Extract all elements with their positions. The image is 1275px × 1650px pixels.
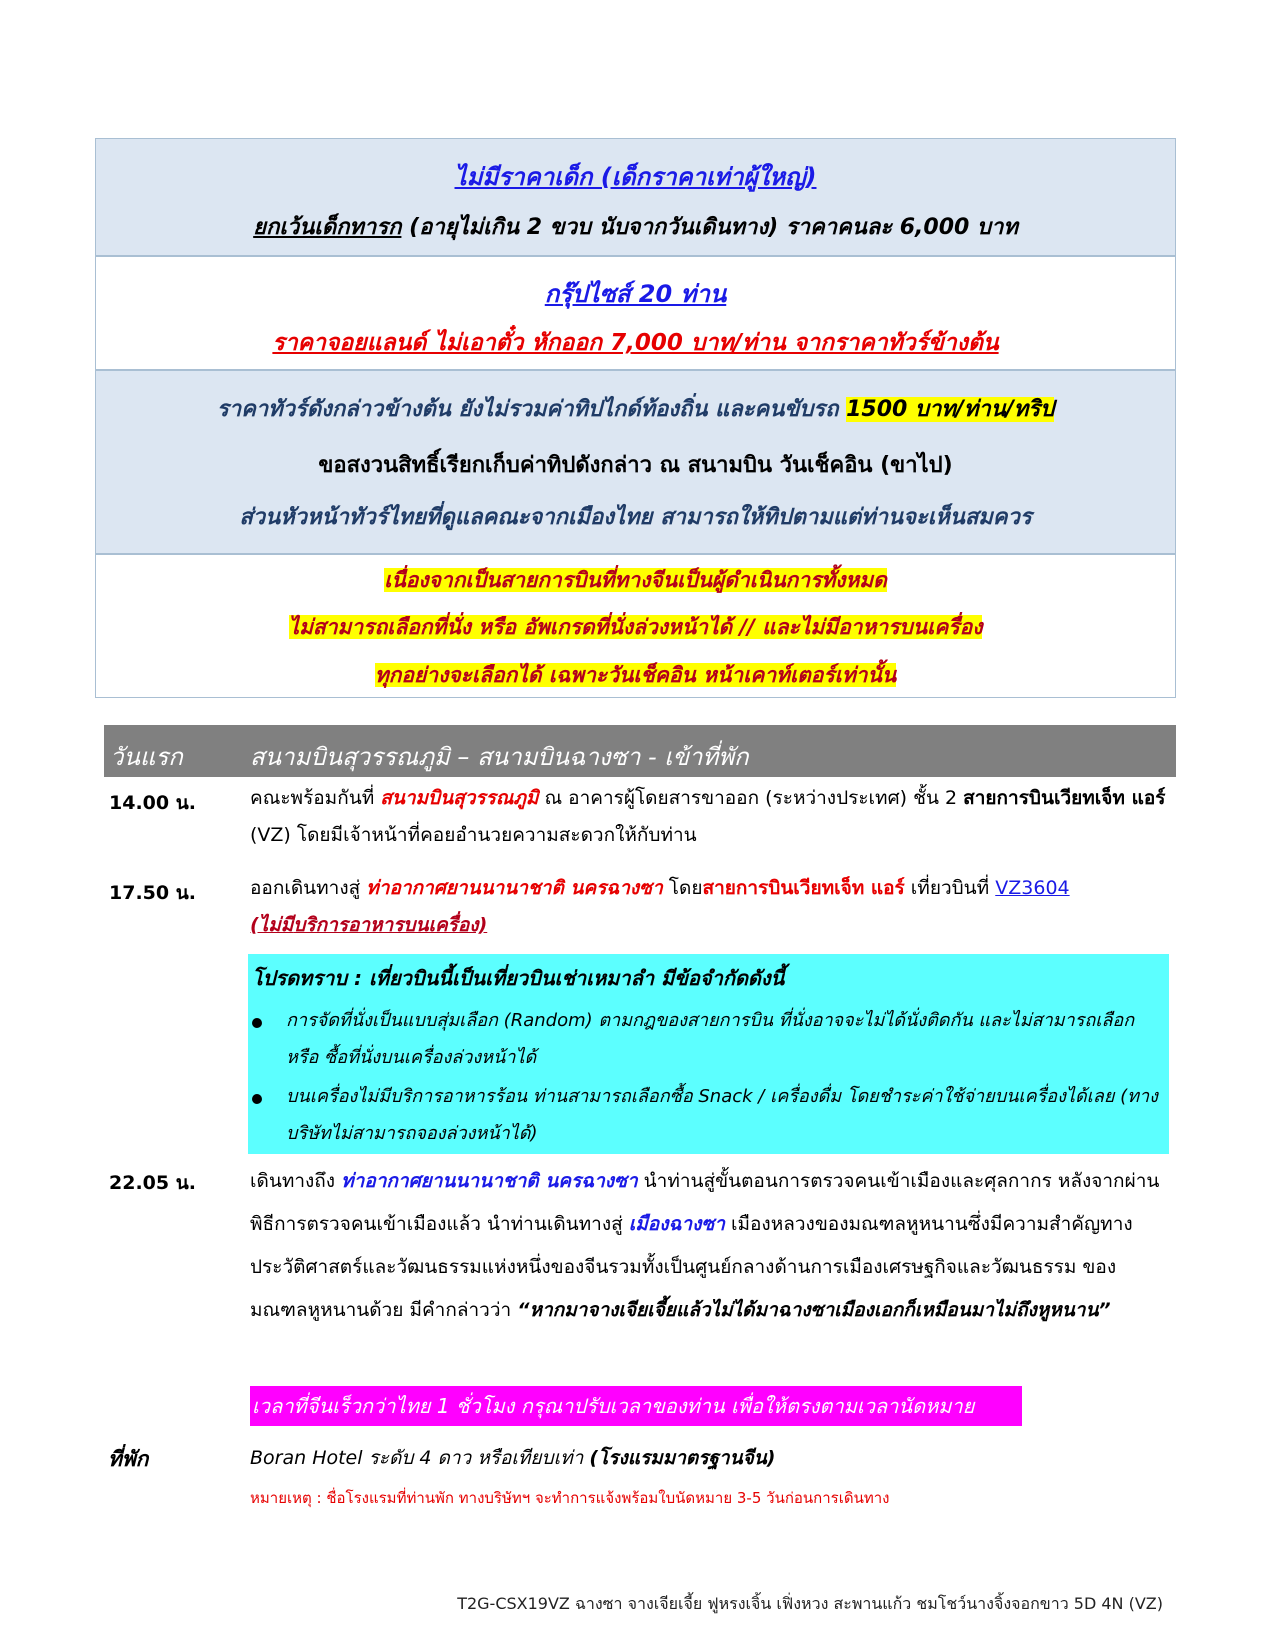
notice-title: โปรดทราบ : เที่ยวบินนี้เป็นเที่ยวบินเช่าเหมาลำ มีข้อจำกัดดังนี้	[252, 966, 785, 990]
changsha-quote: “หากมาจางเจียเจี้ยแล้วไม่ได้มาฉางซาเมืองเอกก็เหมือนมาไม่ถึงหูหนาน”	[517, 1299, 1111, 1321]
time-1750: 17.50 น.	[109, 882, 196, 904]
itinerary-1750: ออกเดินทางสู่ ท่าอากาศยานนานาชาติ นครฉางซา โดยสายการบินเวียทเจ็ท แอร์ เที่ยวบินที่ VZ3604 (ไม่มีบริการอาหารบนเครื่อง)	[250, 877, 1070, 936]
charter-flight-notice: โปรดทราบ : เที่ยวบินนี้เป็นเที่ยวบินเช่าเหมาลำ มีข้อจำกัดดังนี้ การจัดที่นั่งเป็นแบบสุ่มเลือก (Random) ตามกฎของสายการบิน ที่นั่งอาจจะไม่ได้นั่งติดกัน และไม่สามารถเลือก หรือ ซื้อที่นั่งบนเครื่องล่วงหน้าได้ บนเครื่องไม่มีบริการอาหารร้อน ท่านสามารถเลือกซื้อ Snack / เครื่องดื่ม โดยชำระค่าใช้จ่ายบนเครื่องได้เลย (ทางบริษัทไม่สามารถจองล่วงหน้าได้)	[248, 954, 1169, 1154]
suvarnabhumi-airport: สนามบินสุวรรณภูมิ	[380, 787, 539, 809]
airline-notice-line-1: เนื่องจากเป็นสายการบินที่ทางจีนเป็นผู้ดำเนินการทั้งหมด	[384, 568, 887, 592]
group-size-line: กรุ๊ปไซส์ 20 ท่าน	[544, 280, 727, 308]
changsha-airport: ท่าอากาศยานนานาชาติ นครฉางซา	[366, 877, 663, 899]
tip-price-highlight: 1500 บาท/ท่าน/ทริป	[846, 397, 1055, 422]
airline-name: สายการบินเวียทเจ็ท แอร์	[963, 787, 1166, 809]
tip-price-text: ราคาทัวร์ดังกล่าวข้างต้น ยังไม่รวมค่าทิปไกด์ท้องถิ่น และคนขับรถ	[216, 397, 847, 422]
accommodation-note: หมายเหตุ : ชื่อโรงแรมที่ท่านพัก ทางบริษัทฯ จะทำการแจ้งพร้อมใบนัดหมาย 3-5 วันก่อนการเดินทาง	[250, 1489, 890, 1507]
time-1400: 14.00 น.	[109, 792, 196, 814]
tip-collect-line: ขอสงวนสิทธิ์เรียกเก็บค่าทิปดังกล่าว ณ สนามบิน วันเช็คอิน (ขาไป)	[318, 453, 953, 478]
airline-notice-box	[95, 554, 1176, 698]
hotel-name: Boran Hotel	[250, 1447, 363, 1469]
itinerary-1400: คณะพร้อมกันที่ สนามบินสุวรรณภูมิ ณ อาคารผู้โดยสารขาออก (ระหว่างประเทศ) ชั้น 2 สายการบินเวียทเจ็ท แอร์ (VZ) โดยมีเจ้าหน้าที่คอยอำนวยความสะดวกให้กับท่าน	[250, 787, 1166, 846]
airline-notice-line-2: ไม่สามารถเลือกที่นั่ง หรือ อัพเกรดที่นั่งล่วงหน้าได้ // และไม่มีอาหารบนเครื่อง	[288, 615, 983, 639]
tip-price-line	[96, 391, 1175, 426]
infant-price-line	[96, 209, 1175, 244]
no-meal-note: (ไม่มีบริการอาหารบนเครื่อง)	[250, 914, 488, 936]
flight-number-link[interactable]: VZ3604	[995, 877, 1070, 899]
day-label: วันแรก	[110, 743, 183, 771]
infant-exception: ยกเว้นเด็กทารก	[253, 215, 402, 240]
day-header	[104, 725, 1176, 777]
tip-info-box	[95, 370, 1176, 554]
itinerary-2205: เดินทางถึง ท่าอากาศยานนานาชาติ นครฉางซา นำท่านสู่ขั้นตอนการตรวจคนเข้าเมืองและศุลกากร หลังจากผ่านพิธีการตรวจคนเข้าเมืองแล้ว นำท่านเดินทางสู่ เมืองฉางซา เมืองหลวงของมณฑลหูหนานซึ่งมีความสำคัญทางประวัติศาสตร์และวัฒนธรรมแห่งหนึ่งของจีนรวมทั้งเป็นศูนย์กลางด้านการเมืองเศรษฐกิจและวัฒนธรรม ของมณฑลหูหนานด้วย มีคำกล่าวว่า “หากมาจางเจียเจี้ยแล้วไม่ได้มาฉางซาเมืองเอกก็เหมือนมาไม่ถึงหูหนาน”	[250, 1170, 1160, 1321]
tour-leader-tip-line: ส่วนหัวหน้าทัวร์ไทยที่ดูแลคณะจากเมืองไทย สามารถให้ทิปตามแต่ท่านจะเห็นสมควร	[239, 505, 1032, 530]
no-child-price-line: ไม่มีราคาเด็ก (เด็กราคาเท่าผู้ใหญ่)	[454, 163, 817, 191]
day-title: สนามบินสุวรรณภูมิ – สนามบินฉางซา - เข้าที่พัก	[250, 743, 749, 771]
infant-price-detail: (อายุไม่เกิน 2 ขวบ นับจากวันเดินทาง) ราคาคนละ 6,000 บาท	[401, 215, 1018, 240]
changsha-airport-arrival: ท่าอากาศยานนานาชาติ นครฉางซา	[341, 1170, 638, 1192]
airline-name-2: สายการบินเวียทเจ็ท แอร์	[702, 877, 905, 899]
hotel-standard: (โรงแรมมาตรฐานจีน)	[589, 1447, 776, 1469]
accommodation-label: ที่พัก	[108, 1447, 149, 1471]
group-size-box	[95, 256, 1176, 370]
page-footer: T2G-CSX19VZ ฉางซา จางเจียเจี้ย ฟูหรงเจิ้น เฟิ่งหวง สะพานแก้ว ชมโชว์นางจิ้งจอกขาว 5D 4N (VZ)	[457, 1594, 1163, 1613]
time-2205: 22.05 น.	[109, 1172, 196, 1194]
changsha-city: เมืองฉางซา	[628, 1213, 725, 1235]
child-price-box	[95, 138, 1176, 256]
time-difference-note: เวลาที่จีนเร็วกว่าไทย 1 ชั่วโมง กรุณาปรับเวลาของท่าน เพื่อให้ตรงตามเวลานัดหมาย	[250, 1386, 1022, 1426]
airline-notice-line-3: ทุกอย่างจะเลือกได้ เฉพาะวันเช็คอิน หน้าเคาท์เตอร์เท่านั้น	[374, 663, 897, 687]
joinland-price-line: ราคาจอยแลนด์ ไม่เอาตั๋ว หักออก 7,000 บาท/ท่าน จากราคาทัวร์ข้างต้น	[272, 330, 999, 356]
accommodation-detail: Boran Hotel ระดับ 4 ดาว หรือเทียบเท่า (โรงแรมมาตรฐานจีน)	[250, 1447, 776, 1469]
